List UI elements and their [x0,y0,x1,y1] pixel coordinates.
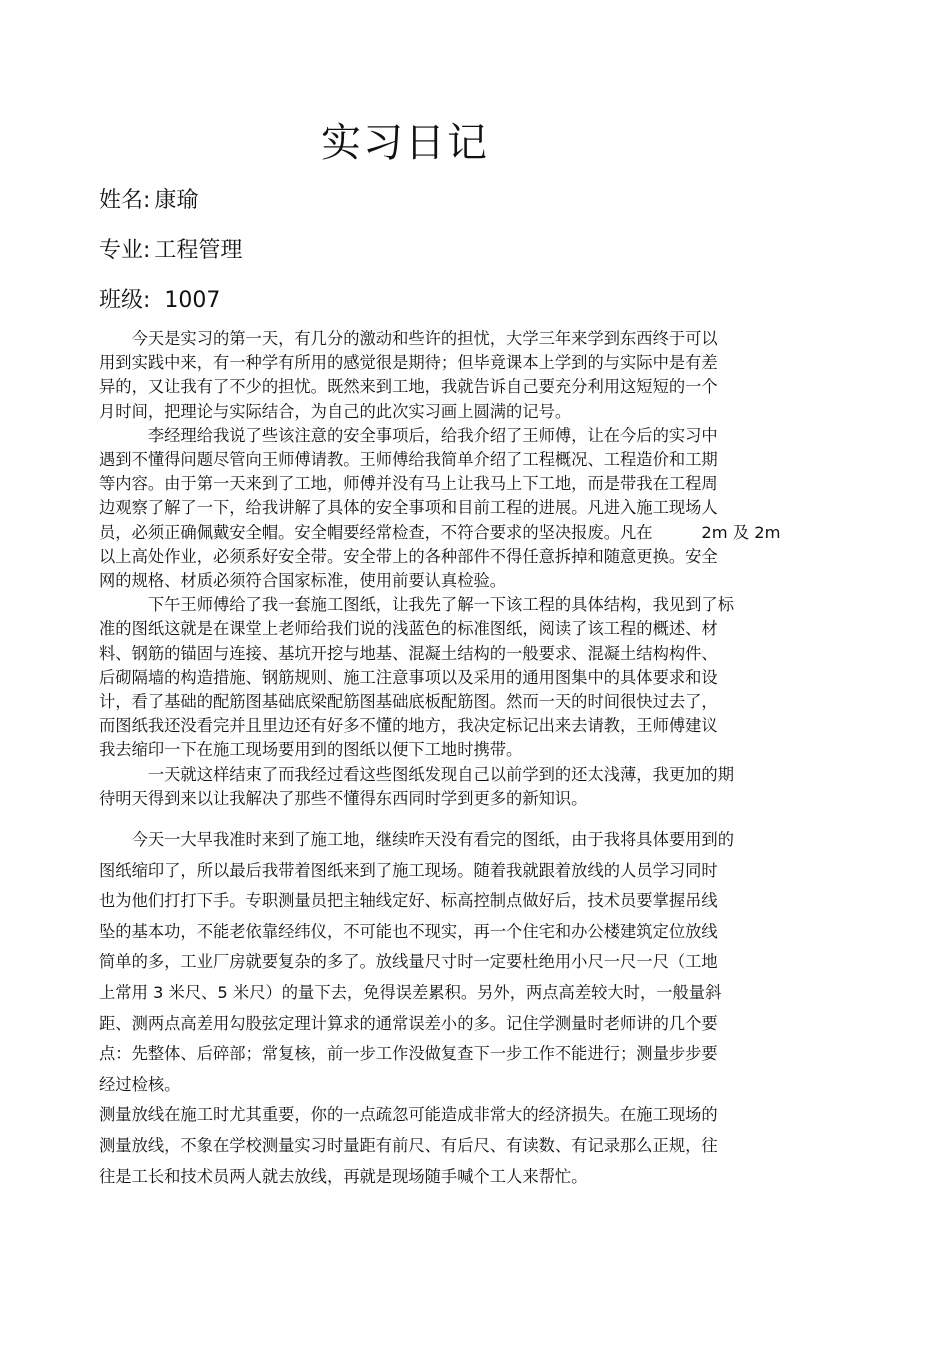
text-line: 往是工长和技术员两人就去放线，再就是现场随手喊个工人来帮忙。 [99,1166,588,1186]
text-line: 李经理给我说了些该注意的安全事项后，给我介绍了王师傅，让在今后的实习中 [99,425,718,445]
name-label: 姓名: [99,188,151,213]
major-label: 专业: [99,238,151,263]
text-line: 下午王师傅给了我一套施工图纸，让我先了解一下该工程的具体结构，我见到了标 [99,595,734,615]
text-line: 待明天得到来以让我解决了那些不懂得东西同时学到更多的新知识。 [99,788,588,808]
text-line: 准的图纸这就是在课堂上老师给我们说的浅蓝色的标准图纸，阅读了该工程的概述、材 [99,619,718,639]
class-row [99,286,220,316]
diary-section-day1 [99,327,789,811]
class-value: 1007 [164,288,221,313]
text-line: 我去缩印一下在施工现场要用到的图纸以便下工地时携带。 [99,740,523,760]
text-line: 经过检核。 [99,1074,181,1094]
diary-section-day2 [99,825,789,1192]
text-line: 用到实践中来，有一种学有所用的感觉很是期待；但毕竟课本上学到的与实际中是有差 [99,353,718,373]
text-line: 计，看了基础的配筋图基础底梁配筋图基础底板配筋图。然而一天的时间很快过去了， [99,692,718,712]
text-line: 也为他们打打下手。专职测量员把主轴线定好、标高控制点做好后，技术员要掌握吊线 [99,891,718,911]
text-line: 边观察了解了一下，给我讲解了具体的安全事项和目前工程的进展。凡进入施工现场人 [99,498,718,518]
name-value: 康瑜 [154,188,199,213]
text-line: 坠的基本功，不能老依靠经纬仪，不可能也不现实，再一个住宅和办公楼建筑定位放线 [99,921,718,941]
text-line: 料、钢筋的锚固与连接、基坑开挖与地基、混凝土结构的一般要求、混凝土结构构件、 [99,643,718,663]
text-line: 以上高处作业，必须系好安全带。安全带上的各种部件不得任意拆掉和随意更换。安全 [99,546,718,566]
text-line: 上常用 3 米尺、5 米尺）的量下去，免得误差累积。另外，两点高差较大时，一般量斜 [99,982,722,1002]
text-line: 异的，又让我有了不少的担忧。既然来到工地，我就告诉自己要充分利用这短短的一个 [99,377,718,397]
text-line: 今天是实习的第一天，有几分的激动和些许的担忧，大学三年来学到东西终于可以 [99,329,718,348]
paragraph [99,593,789,762]
paragraph [99,763,789,811]
paragraph [99,327,789,424]
text-line: 遇到不懂得问题尽管向王师傅请教。王师傅给我简单介绍了工程概况、工程造价和工期 [99,450,718,470]
text-line: 今天一大早我准时来到了施工地，继续昨天没有看完的图纸，由于我将具体要用到的 [99,830,734,849]
text-line: 测量放线在施工时尤其重要，你的一点疏忽可能造成非常大的经济损失。在施工现场的 [99,1105,718,1125]
text-line: 而图纸我还没看完并且里边还有好多不懂的地方，我决定标记出来去请教，王师傅建议 [99,716,718,736]
text-line: 简单的多，工业厂房就要复杂的多了。放线量尺寸时一定要杜绝用小尺一尺一尺（工地 [99,952,718,972]
text-line: 月时间，把理论与实际结合，为自己的此次实习画上圆满的记号。 [99,401,572,421]
paragraph [99,825,789,1100]
text-line: 图纸缩印了，所以最后我带着图纸来到了施工现场。随着我就跟着放线的人员学习同时 [99,860,718,880]
text-line: 一天就这样结束了而我经过看这些图纸发现自己以前学到的还太浅薄，我更加的期 [99,764,734,784]
text-line: 点：先整体、后碎部；常复核，前一步工作没做复查下一步工作不能进行；测量步步要 [99,1044,718,1064]
text-line: 距、测两点高差用勾股弦定理计算求的通常误差小的多。记住学测量时老师讲的几个要 [99,1013,718,1033]
major-value: 工程管理 [154,238,243,263]
text-line: 等内容。由于第一天来到了工地，师傅并没有马上让我马上下工地，而是带我在工程周 [99,474,718,494]
page-title: 实习日记 [321,120,489,166]
name-row [99,186,198,216]
class-label: 班级: [99,288,151,313]
text-line: 测量放线，不象在学校测量实习时量距有前尺、有后尺、有读数、有记录那么正规，往 [99,1135,718,1155]
paragraph [99,424,789,593]
paragraph [99,1100,789,1192]
major-row [99,236,242,266]
text-line: 网的规格、材质必须符合国家标准，使用前要认真检验。 [99,571,507,591]
text-line: 后砌隔墙的构造措施、钢筋规则、施工注意事项以及采用的通用图集中的具体要求和设 [99,667,718,687]
text-line: 员，必须正确佩戴安全帽。安全帽要经常检查，不符合要求的坚决报废。凡在 2m 及 2m [99,522,781,542]
